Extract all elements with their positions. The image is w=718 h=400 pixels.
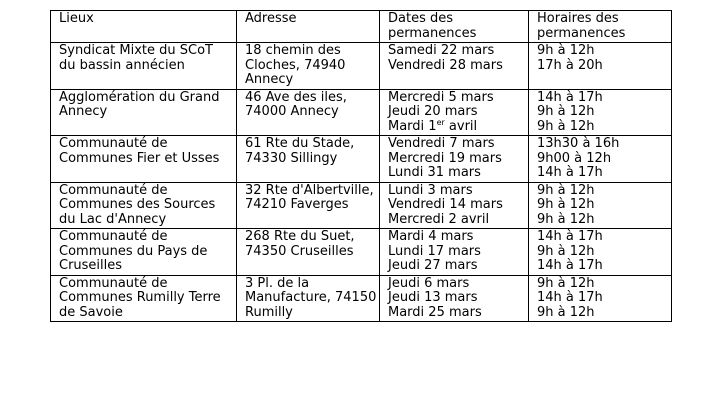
cell-horaires: 9h à 12h 14h à 17h 9h à 12h bbox=[529, 275, 672, 322]
cell-adresse: 32 Rte d'Albertville, 74210 Faverges bbox=[237, 182, 380, 229]
table-row bbox=[51, 43, 672, 90]
cell-dates: Mercredi 5 mars Jeudi 20 mars Mardi 1er avril bbox=[380, 89, 529, 136]
table-row bbox=[51, 89, 672, 136]
cell-dates: Vendredi 7 mars Mercredi 19 mars Lundi 31 mars bbox=[380, 136, 529, 183]
cell-adresse: 3 Pl. de la Manufacture, 74150 Rumilly bbox=[237, 275, 380, 322]
table-row bbox=[51, 275, 672, 322]
cell-horaires: 14h à 17h 9h à 12h 9h à 12h bbox=[529, 89, 672, 136]
table-row bbox=[51, 136, 672, 183]
header-lieux: Lieux bbox=[51, 11, 237, 43]
cell-adresse: 46 Ave des iles, 74000 Annecy bbox=[237, 89, 380, 136]
cell-horaires: 14h à 17h 9h à 12h 14h à 17h bbox=[529, 229, 672, 276]
cell-adresse: 61 Rte du Stade, 74330 Sillingy bbox=[237, 136, 380, 183]
header-adresse: Adresse bbox=[237, 11, 380, 43]
cell-adresse: 18 chemin des Cloches, 74940 Annecy bbox=[237, 43, 380, 90]
cell-dates: Jeudi 6 mars Jeudi 13 mars Mardi 25 mars bbox=[380, 275, 529, 322]
cell-dates: Lundi 3 mars Vendredi 14 mars Mercredi 2 avril bbox=[380, 182, 529, 229]
cell-lieu: Communauté de Communes du Pays de Cruseilles bbox=[51, 229, 237, 276]
cell-dates: Mardi 4 mars Lundi 17 mars Jeudi 27 mars bbox=[380, 229, 529, 276]
cell-dates: Samedi 22 mars Vendredi 28 mars bbox=[380, 43, 529, 90]
cell-lieu: Communauté de Communes Rumilly Terre de Savoie bbox=[51, 275, 237, 322]
cell-lieu: Agglomération du Grand Annecy bbox=[51, 89, 237, 136]
cell-lieu: Communauté de Communes des Sources du Lac d'Annecy bbox=[51, 182, 237, 229]
header-dates: Dates des permanences bbox=[380, 11, 529, 43]
cell-horaires: 13h30 à 16h 9h00 à 12h 14h à 17h bbox=[529, 136, 672, 183]
cell-lieu: Communauté de Communes Fier et Usses bbox=[51, 136, 237, 183]
table-row bbox=[51, 182, 672, 229]
table-header-row bbox=[51, 11, 672, 43]
table-row bbox=[51, 229, 672, 276]
cell-horaires: 9h à 12h 9h à 12h 9h à 12h bbox=[529, 182, 672, 229]
permanences-table bbox=[50, 10, 672, 322]
cell-lieu: Syndicat Mixte du SCoT du bassin annécien bbox=[51, 43, 237, 90]
cell-adresse: 268 Rte du Suet, 74350 Cruseilles bbox=[237, 229, 380, 276]
header-horaires: Horaires des permanences bbox=[529, 11, 672, 43]
cell-horaires: 9h à 12h 17h à 20h bbox=[529, 43, 672, 90]
